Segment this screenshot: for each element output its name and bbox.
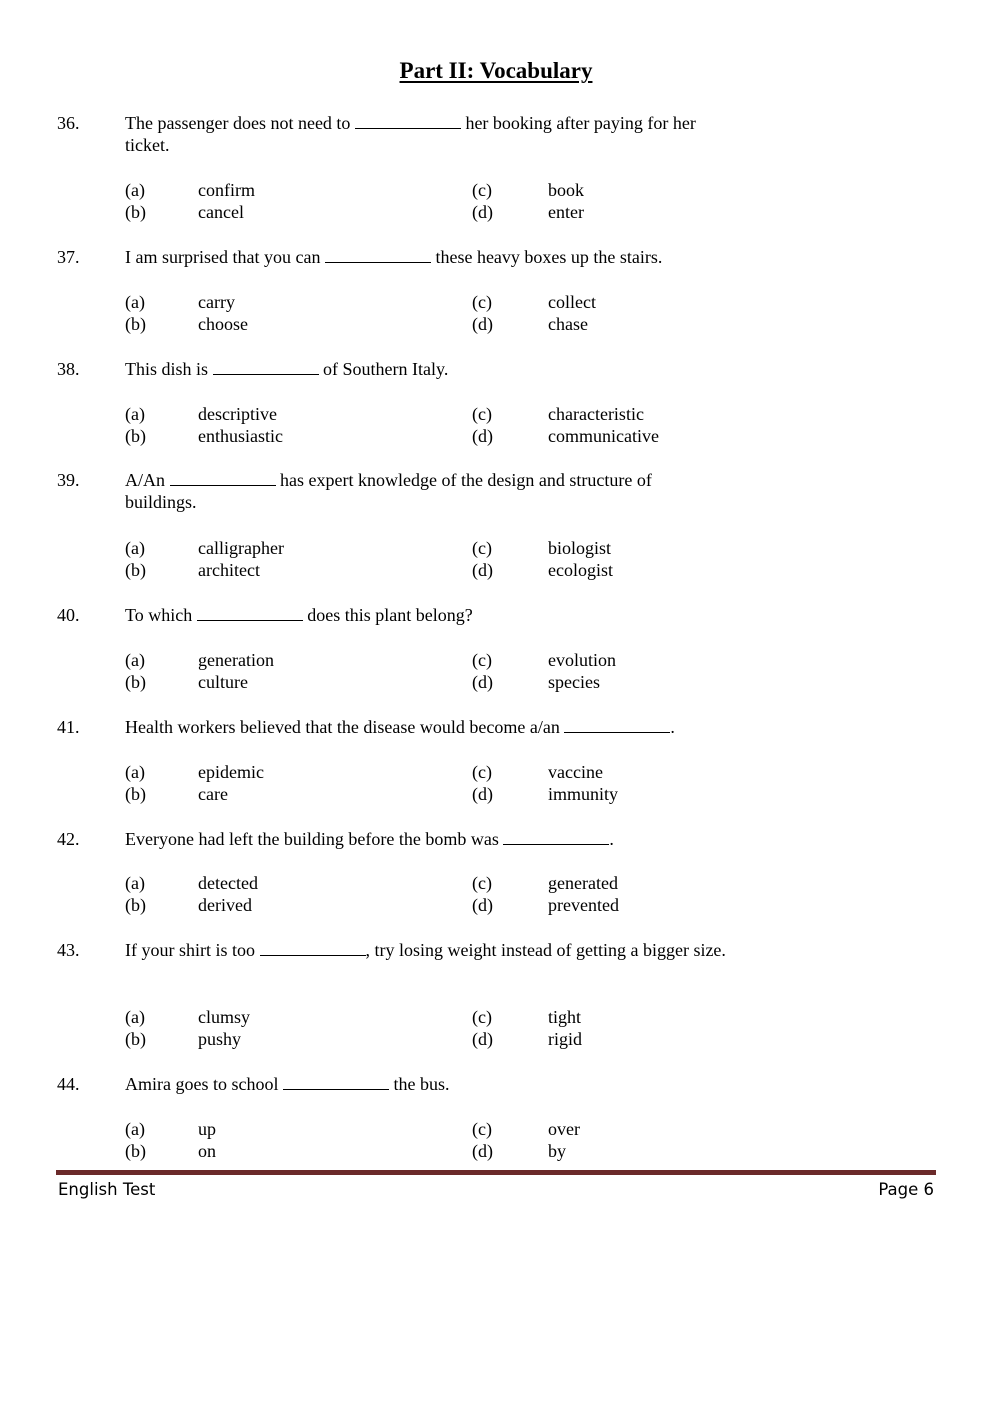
answer-blank <box>503 829 609 845</box>
stem-after-blank: these heavy boxes up the stairs. <box>435 247 663 267</box>
stem-before-blank: Everyone had left the building before the bomb was <box>125 829 499 849</box>
stem-before-blank: A/An <box>125 470 165 490</box>
question-number: 41. <box>57 717 80 737</box>
stem-before-blank: To which <box>125 605 193 625</box>
stem-after-blank: the bus. <box>393 1074 450 1094</box>
stem-after-blank: . <box>670 717 675 737</box>
footer-divider <box>56 1170 936 1175</box>
question-number: 39. <box>57 470 80 490</box>
footer-page-number: Page 6 <box>878 1180 934 1199</box>
stem-before-blank: Health workers believed that the disease would become a/an <box>125 717 560 737</box>
answer-blank <box>197 605 303 621</box>
stem-after-blank: has expert knowledge of the design and structure of buildings. <box>125 470 652 512</box>
stem-after-blank: , try losing weight instead of getting a bigger size. <box>365 940 726 960</box>
question-stem <box>125 358 735 380</box>
stem-after-blank: her booking after paying for her ticket. <box>125 113 696 155</box>
answer-blank <box>564 717 670 733</box>
stem-after-blank: does this plant belong? <box>307 605 473 625</box>
question-number: 44. <box>57 1074 80 1094</box>
question-number: 37. <box>57 247 80 267</box>
question-stem <box>125 939 735 961</box>
answer-blank <box>283 1074 389 1090</box>
footer-document-title: English Test <box>58 1180 156 1199</box>
answer-blank <box>325 247 431 263</box>
stem-before-blank: The passenger does not need to <box>125 113 351 133</box>
stem-after-blank: . <box>609 829 614 849</box>
question-number: 36. <box>57 113 80 133</box>
answer-blank <box>260 940 366 956</box>
stem-before-blank: If your shirt is too <box>125 940 255 960</box>
question-stem <box>125 604 735 626</box>
question-number: 42. <box>57 829 80 849</box>
question-stem <box>125 828 735 850</box>
answer-blank <box>355 113 461 129</box>
stem-before-blank: I am surprised that you can <box>125 247 321 267</box>
page-title: Part II: Vocabulary <box>399 58 593 83</box>
stem-after-blank: of Southern Italy. <box>323 359 449 379</box>
stem-before-blank: This dish is <box>125 359 209 379</box>
stem-before-blank: Amira goes to school <box>125 1074 279 1094</box>
question-stem <box>125 1073 735 1095</box>
question-number: 40. <box>57 605 80 625</box>
question-stem <box>125 716 765 738</box>
question-number: 38. <box>57 359 80 379</box>
question-stem <box>125 246 735 268</box>
question-stem <box>125 469 700 513</box>
answer-blank <box>170 470 276 486</box>
question-stem <box>125 112 715 156</box>
question-number: 43. <box>57 940 80 960</box>
answer-blank <box>213 359 319 375</box>
